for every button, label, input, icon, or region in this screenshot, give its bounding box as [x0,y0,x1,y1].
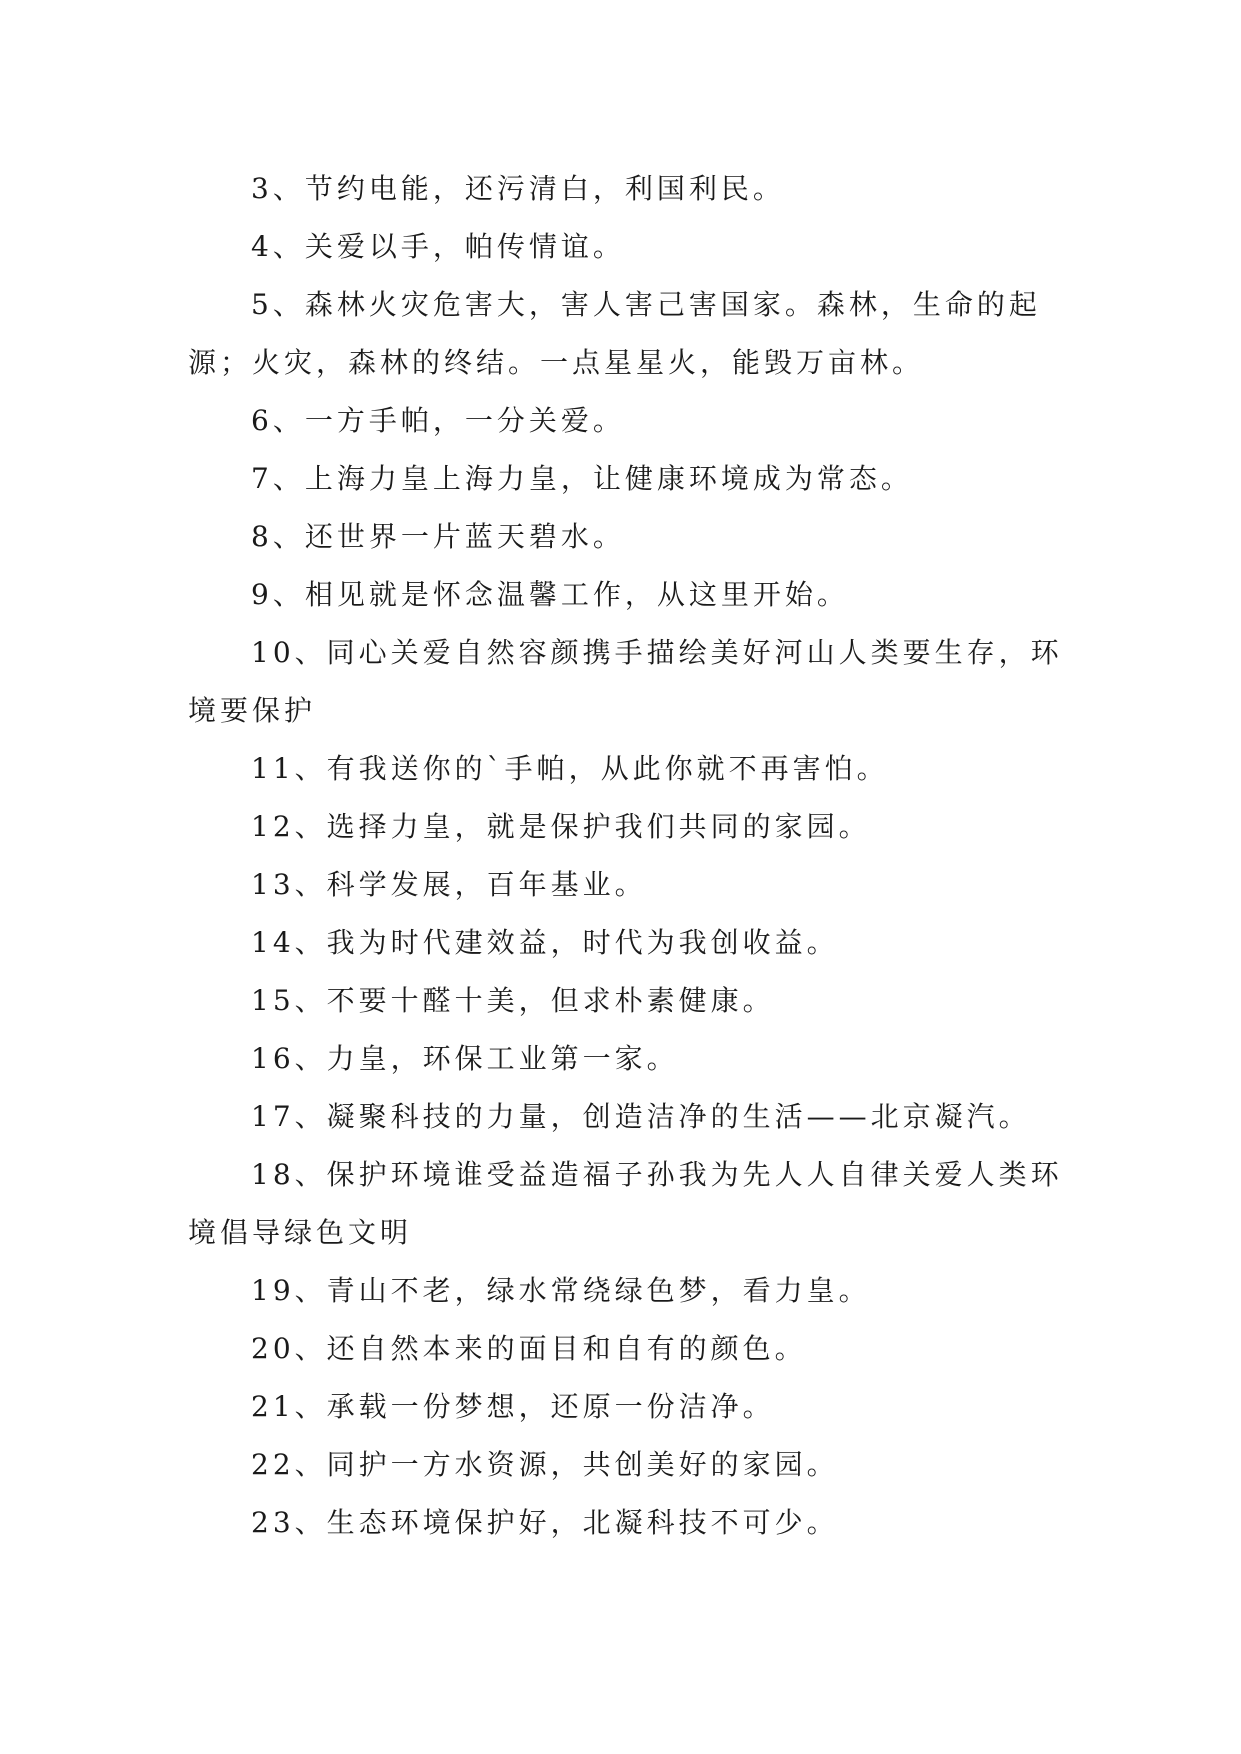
slogan-item-8: 8、还世界一片蓝天碧水。 [251,520,625,553]
slogan-item-12: 12、选择力皇，就是保护我们共同的家园。 [251,810,871,843]
slogan-item-17: 17、凝聚科技的力量，创造洁净的生活——北京凝汽。 [251,1100,1031,1133]
slogan-item-9: 9、相见就是怀念温馨工作，从这里开始。 [251,578,849,611]
slogan-item-7: 7、上海力皇上海力皇，让健康环境成为常态。 [251,462,913,495]
slogan-item-6: 6、一方手帕，一分关爱。 [251,404,625,437]
slogan-item-3: 3、节约电能，还污清白，利国利民。 [251,172,785,205]
slogan-item-20: 20、还自然本来的面目和自有的颜色。 [251,1332,807,1365]
slogan-item-5: 5、森林火灾危害大，害人害己害国家。森林，生命的起源；火灾，森林的终结。一点星星火，能毁万亩林。 [188,288,1041,379]
slogan-item-18: 18、保护环境谁受益造福子孙我为先人人自律关爱人类环境倡导绿色文明 [188,1158,1063,1249]
slogan-list [188,160,1068,1552]
slogan-item-4: 4、关爱以手，帕传情谊。 [251,230,625,263]
slogan-item-14: 14、我为时代建效益，时代为我创收益。 [251,926,839,959]
slogan-item-19: 19、青山不老，绿水常绕绿色梦，看力皇。 [251,1274,871,1307]
slogan-item-13: 13、科学发展，百年基业。 [251,868,647,901]
slogan-item-22: 22、同护一方水资源，共创美好的家园。 [251,1448,839,1481]
slogan-item-16: 16、力皇，环保工业第一家。 [251,1042,679,1075]
slogan-item-23: 23、生态环境保护好，北凝科技不可少。 [251,1506,839,1539]
slogan-item-21: 21、承载一份梦想，还原一份洁净。 [251,1390,775,1423]
slogan-item-11: 11、有我送你的`手帕，从此你就不再害怕。 [251,752,889,785]
slogan-item-15: 15、不要十醛十美，但求朴素健康。 [251,984,775,1017]
slogan-item-10: 10、同心关爱自然容颜携手描绘美好河山人类要生存，环境要保护 [188,636,1063,727]
